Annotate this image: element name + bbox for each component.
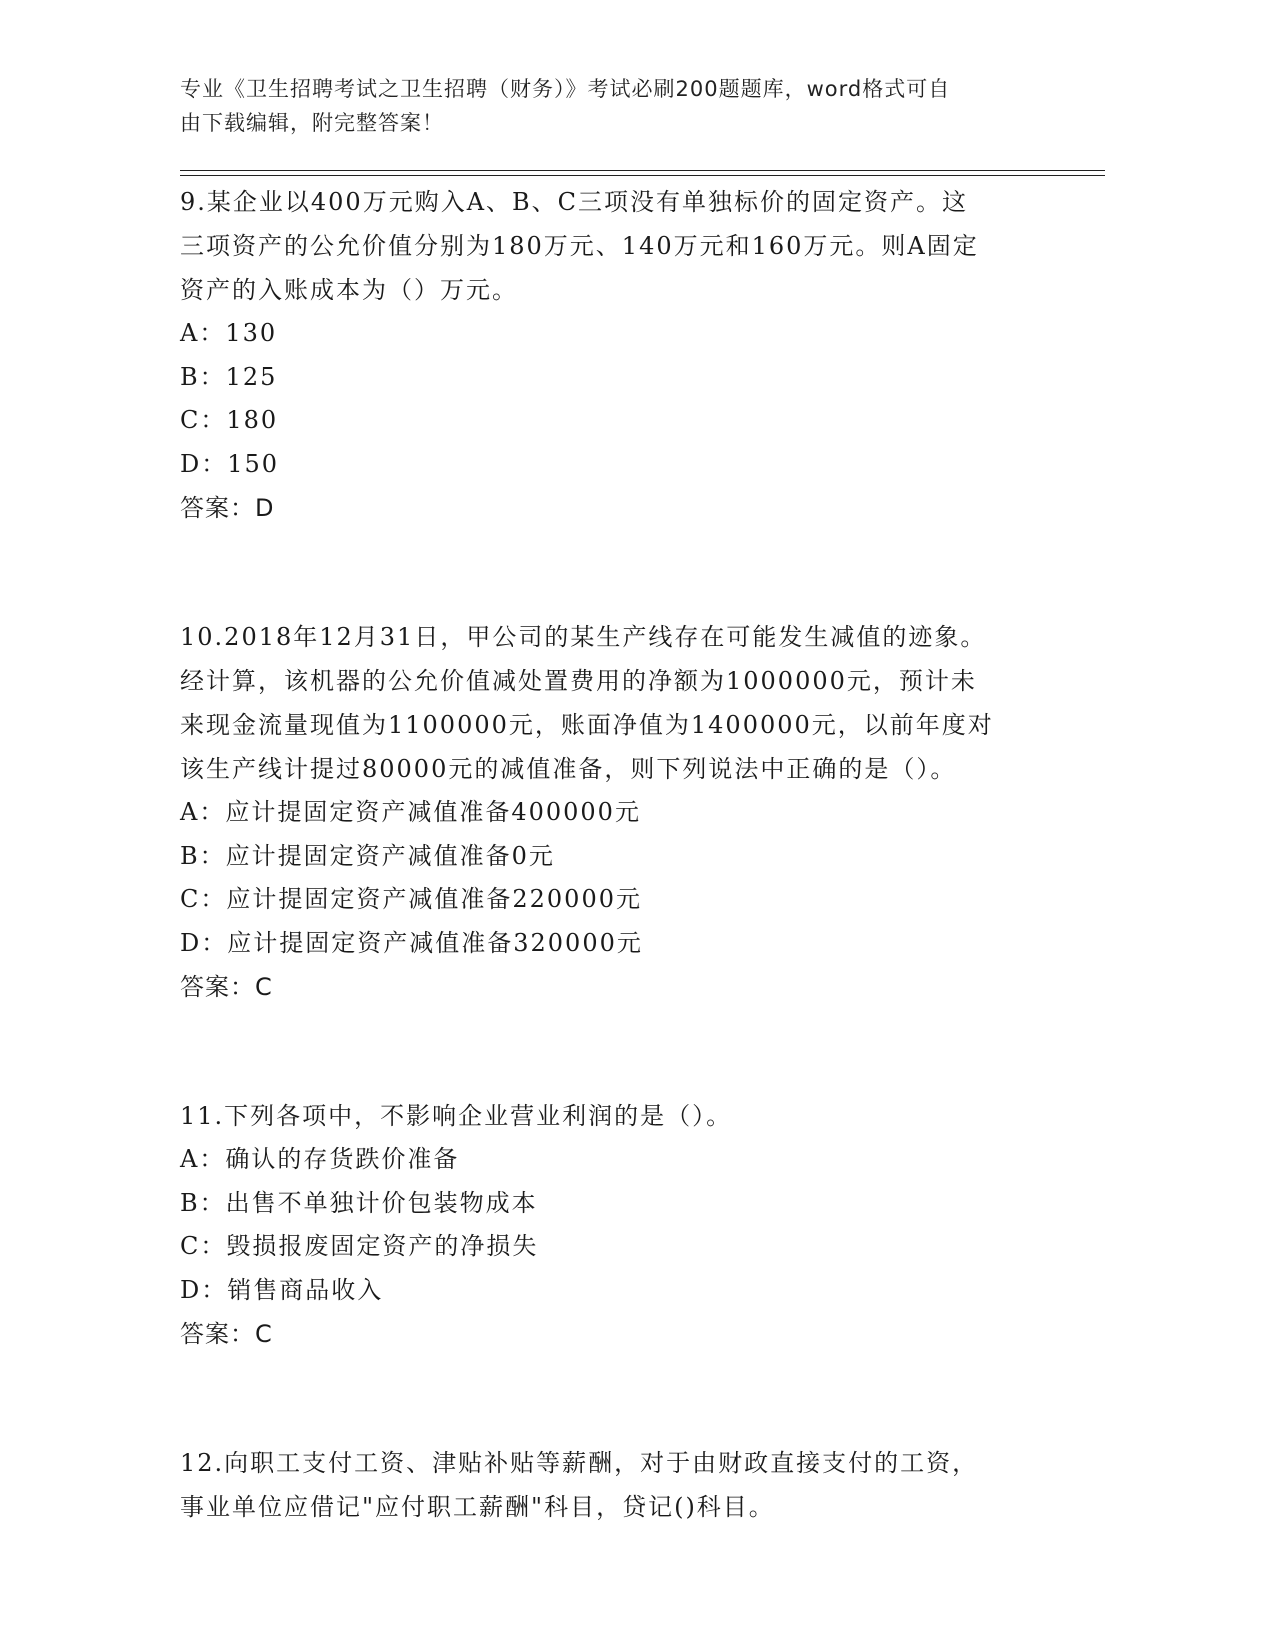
header-line-2: 由下载编辑，附完整答案！ [180,111,444,135]
question-stem-line: 经计算，该机器的公允价值减处置费用的净额为1000000元，预计未 [180,667,977,695]
option-b: B：应计提固定资产减值准备0元 [180,841,555,870]
question-stem-line: 9.某企业以400万元购入A、B、C三项没有单独标价的固定资产。这 [180,188,969,216]
question-stem-line: 三项资产的公允价值分别为180万元、140万元和160万元。则A固定 [180,232,979,260]
header-line-1: 专业《卫生招聘考试之卫生招聘（财务）》考试必刷200题题库，word格式可自 [180,77,951,101]
question-12 [180,1441,1060,1529]
question-stem-line: 12.向职工支付工资、津贴补贴等薪酬，对于由财政直接支付的工资， [180,1449,979,1477]
answer: 答案：C [180,1320,273,1348]
question-stem-line: 来现金流量现值为1100000元，账面净值为1400000元，以前年度对 [180,711,994,739]
option-b: B：出售不单独计价包装物成本 [180,1188,538,1217]
option-b: B：125 [180,362,278,391]
answer: 答案：C [180,973,273,1001]
option-a: A：130 [180,319,278,347]
question-stem-line: 该生产线计提过80000元的减值准备，则下列说法中正确的是（）。 [180,755,957,783]
question-stem-line: 10.2018年12月31日，甲公司的某生产线存在可能发生减值的迹象。 [180,623,987,651]
option-c: C：毁损报废固定资产的净损失 [180,1232,539,1260]
option-a: A：应计提固定资产减值准备400000元 [180,798,641,826]
option-a: A：确认的存货跌价准备 [180,1145,460,1173]
question-11 [180,1094,1060,1356]
question-stem-line: 资产的入账成本为（）万元。 [180,276,518,304]
question-10 [180,615,1060,1009]
header-rule-top [180,170,1105,171]
spacer [180,530,1060,615]
option-d: D：150 [180,449,280,478]
question-stem-line: 事业单位应借记"应付职工薪酬"科目，贷记()科目。 [180,1493,775,1521]
spacer [180,1009,1060,1094]
option-d: D：应计提固定资产减值准备320000元 [180,928,643,957]
option-c: C：180 [180,406,279,434]
question-stem-line: 11.下列各项中，不影响企业营业利润的是（）。 [180,1102,733,1130]
question-list [180,180,1060,1529]
answer: 答案：D [180,494,275,522]
spacer [180,1356,1060,1441]
header-rule-bottom [180,175,1105,176]
option-d: D：销售商品收入 [180,1275,384,1304]
option-c: C：应计提固定资产减值准备220000元 [180,885,642,913]
document-header [180,72,1030,140]
question-9 [180,180,1060,530]
